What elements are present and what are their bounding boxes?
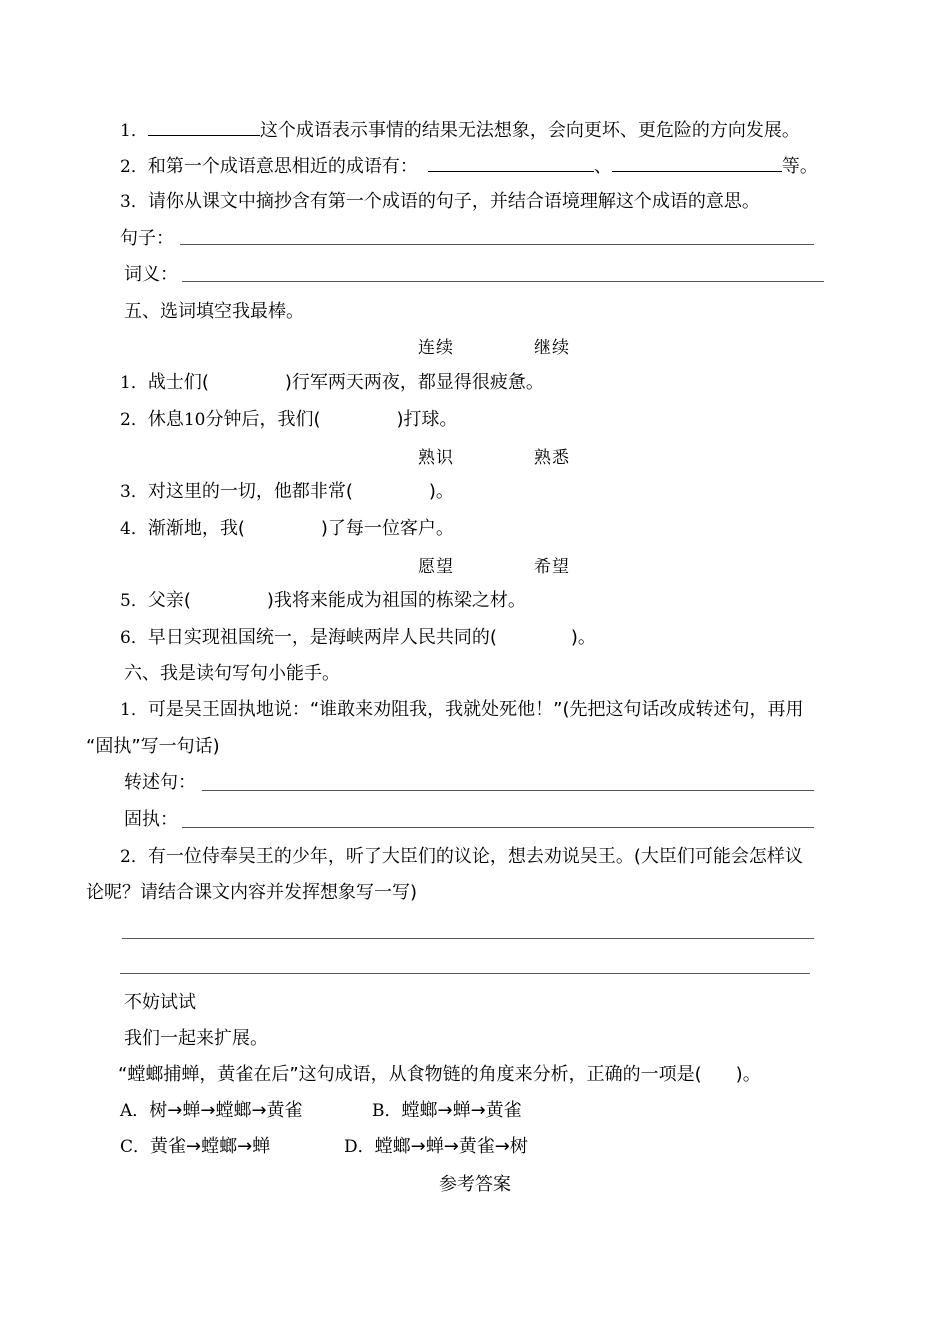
indirect-speech-label: 转述句： [124, 772, 196, 793]
question-text: 请你从课文中摘抄含有第一个成语的句子，并结合语境理解这个成语的意思。 [147, 191, 760, 212]
meaning-answer-line[interactable] [182, 281, 824, 282]
s6-question-1 [120, 698, 804, 722]
extension-question [118, 1063, 761, 1087]
option-c[interactable] [120, 1135, 270, 1159]
stubborn-label: 固执： [124, 809, 178, 830]
question-text: )了每一位客户。 [320, 518, 454, 539]
question-number: 3． [120, 192, 148, 212]
word-choice: 熟悉 [534, 448, 570, 468]
s4-question-3 [120, 190, 760, 214]
question-text: 这个成语表示事情的结果无法想象，会向更坏、更危险的方向发展。 [259, 120, 800, 141]
s5-question-6 [120, 626, 596, 650]
sentence-answer-line[interactable] [180, 244, 814, 245]
question-text: )打球。 [396, 409, 458, 430]
option-a[interactable] [120, 1099, 303, 1123]
question-number: 1． [120, 373, 148, 393]
meaning-label: 词义： [124, 264, 178, 285]
separator: 、 [593, 156, 612, 177]
question-text: “螳螂捕蝉，黄雀在后”这句成语，从食物链的角度来分析，正确的一项是( [118, 1064, 702, 1085]
question-number: 4． [120, 519, 148, 539]
answer-blank[interactable] [148, 117, 260, 136]
section-5-heading: 五、选词填空我最棒。 [124, 301, 304, 322]
question-text: 分钟后，我们( [205, 409, 321, 430]
option-text: 树→蝉→螳螂→黄雀 [149, 1100, 303, 1121]
question-text: 等。 [781, 156, 818, 177]
word-choice: 连续 [418, 338, 454, 358]
s6-question-2-cont: 论呢？请结合课文内容并发挥想象写一写) [86, 882, 418, 903]
option-text: 螳螂→蝉→黄雀 [401, 1100, 522, 1121]
extension-title: 不妨试试 [124, 992, 196, 1013]
question-text: 对这里的一切，他都非常( [147, 481, 353, 502]
s5-question-5 [120, 589, 526, 613]
stubborn-answer-line[interactable] [182, 827, 814, 828]
option-label: B． [372, 1101, 402, 1121]
answer-key-title: 参考答案 [439, 1174, 511, 1195]
question-text: )行军两天两夜，都显得很疲惫。 [284, 372, 544, 393]
question-number: 3． [120, 482, 148, 502]
question-text: 休息 [147, 409, 184, 430]
question-number: 2． [120, 410, 148, 430]
word-choice: 熟识 [418, 448, 454, 468]
question-number-value: 10 [183, 410, 206, 430]
question-text: 战士们( [147, 372, 209, 393]
extension-subtitle: 我们一起来扩展。 [124, 1028, 268, 1049]
question-text: 早日实现祖国统一，是海峡两岸人民共同的( [147, 627, 497, 648]
s4-question-2 [120, 153, 818, 179]
question-text: 有一位侍奉吴王的少年，听了大臣们的议论，想去劝说吴王。(大臣们可能会怎样议 [147, 846, 803, 867]
section-6-heading: 六、我是读句写句小能手。 [124, 663, 340, 684]
question-number: 5． [120, 591, 148, 611]
sentence-label: 句子： [120, 228, 174, 249]
option-label: D． [344, 1137, 375, 1157]
option-label: A． [120, 1101, 150, 1121]
question-text: )我将来能成为祖国的栋梁之材。 [266, 590, 526, 611]
word-choice: 愿望 [418, 557, 454, 577]
writing-answer-line[interactable] [120, 973, 810, 974]
option-b[interactable] [372, 1099, 522, 1123]
question-text: 渐渐地，我( [147, 518, 245, 539]
question-text: )。 [570, 627, 596, 648]
s5-question-4 [120, 517, 454, 541]
s6-question-2 [120, 845, 803, 869]
indirect-speech-answer-line[interactable] [202, 790, 814, 791]
s5-question-3 [120, 480, 454, 504]
s5-question-1 [120, 371, 544, 395]
s6-question-1-cont: “固执”写一句话) [86, 736, 220, 757]
answer-blank[interactable] [428, 153, 594, 172]
question-number: 2． [120, 157, 148, 177]
s4-question-1 [120, 117, 800, 143]
question-text: )。 [735, 1064, 761, 1085]
option-d[interactable] [344, 1135, 528, 1159]
word-choice: 希望 [534, 557, 570, 577]
question-number: 6． [120, 628, 148, 648]
question-text: 和第一个成语意思相近的成语有： [147, 156, 418, 177]
question-text: 父亲( [147, 590, 191, 611]
option-label: C． [120, 1137, 151, 1157]
question-number: 1． [120, 121, 148, 141]
word-choice: 继续 [534, 338, 570, 358]
writing-answer-line[interactable] [122, 938, 814, 939]
question-number: 1． [120, 700, 148, 720]
question-text: 可是吴王固执地说：“谁敢来劝阻我，我就处死他！”(先把这句话改成转述句，再用 [147, 699, 804, 720]
option-text: 黄雀→螳螂→蝉 [150, 1136, 271, 1157]
s5-question-2 [120, 408, 458, 432]
option-text: 螳螂→蝉→黄雀→树 [374, 1136, 528, 1157]
question-text: )。 [428, 481, 454, 502]
question-number: 2． [120, 847, 148, 867]
answer-blank[interactable] [612, 153, 782, 172]
